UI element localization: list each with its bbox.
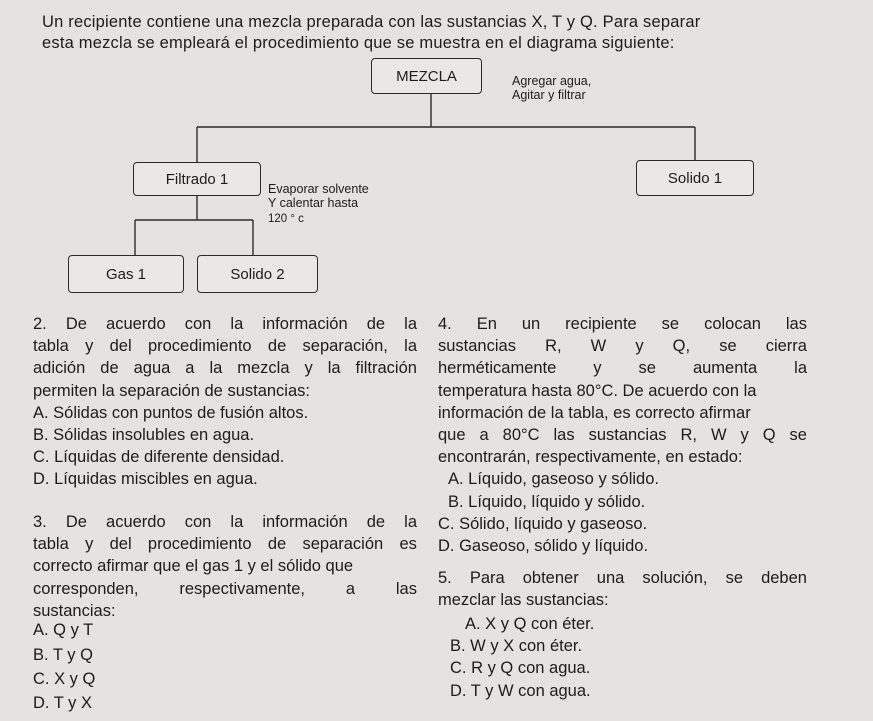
q4-word: herméticamente [438, 359, 557, 378]
q3-word: información [262, 513, 348, 531]
q3-word: 3. [33, 513, 47, 531]
q4-word: las [553, 426, 575, 445]
solido2-box [197, 255, 318, 293]
q4-option-c[interactable]: C. Sólido, líquido y gaseoso. [438, 514, 648, 533]
q3-word: de [366, 513, 386, 531]
mezcla-label: MEZCLA [396, 67, 457, 85]
q5-line-2: mezclar las sustancias: [438, 591, 609, 610]
q4-word: cierra [765, 337, 807, 356]
q2-word: 2. [33, 315, 47, 333]
q2-word: y [85, 337, 94, 356]
intro-line-2: esta mezcla se empleará el procedimiento que se muestra en el diagrama siguiente: [42, 34, 675, 52]
q4-word: que [438, 426, 466, 445]
filtrado1-label: Filtrado 1 [165, 170, 229, 188]
q2-word: de [100, 359, 119, 378]
step2-instruction-line2: Y calentar hasta [268, 196, 359, 210]
q4-option-d[interactable]: D. Gaseoso, sólido y líquido. [438, 537, 649, 556]
q3-word: corresponden, [33, 579, 139, 598]
q4-word: se [638, 359, 656, 378]
q2-line-3 [33, 357, 417, 379]
q3-word: a [345, 579, 356, 598]
mezcla-box [371, 58, 482, 94]
q2-word: de [366, 315, 386, 333]
q4-word: sustancias [588, 426, 667, 445]
q4-word: y [593, 359, 602, 378]
q2-word: la [209, 359, 223, 378]
q2-word: tabla [33, 337, 69, 356]
q2-line-2 [33, 335, 417, 357]
q5-word: Para [469, 569, 505, 587]
q2-word: agua [133, 359, 171, 378]
step1-instruction-line1: Agregar agua, [512, 74, 592, 88]
q4-option-b[interactable]: B. Líquido, líquido y sólido. [448, 492, 646, 511]
q2-word: con [184, 315, 212, 333]
q5-option-b[interactable]: B. W y X con éter. [450, 637, 583, 655]
question-5 [438, 567, 807, 611]
q3-word: de [267, 535, 287, 554]
q3-line-4 [33, 578, 417, 600]
q3-word: separación [302, 535, 384, 554]
solido1-label: Solido 1 [667, 169, 723, 187]
q4-word: colocan [704, 315, 761, 333]
q4-word: se [789, 426, 807, 445]
q5-line-1 [438, 567, 807, 589]
q4-line-6 [438, 424, 807, 446]
q3-word: la [404, 513, 417, 531]
q2-word: separación, [302, 337, 388, 356]
step2-instruction-line1: Evaporar solvente [268, 182, 369, 196]
q4-word: a [479, 426, 489, 445]
q3-word: procedimiento [147, 535, 252, 554]
q4-line-4: temperatura hasta 80°C. De acuerdo con la [438, 381, 757, 400]
q2-word: información [262, 315, 348, 333]
q5-option-a[interactable]: A. X y Q con éter. [465, 615, 595, 633]
q3-option-c[interactable]: C. X y Q [33, 670, 96, 688]
q4-word: un [521, 315, 541, 333]
q2-option-b[interactable]: B. Sólidas insolubles en agua. [33, 426, 255, 445]
q4-word: la [794, 359, 807, 378]
step2-instruction-line3: 120 ° c [268, 213, 304, 225]
filtrado1-box [133, 162, 261, 196]
q4-word: aumenta [692, 359, 758, 378]
q2-word: procedimiento [147, 337, 252, 356]
q3-line-3: correcto afirmar que el gas 1 y el sólido que [33, 557, 354, 576]
q2-option-c[interactable]: C. Líquidas de diferente densidad. [33, 448, 285, 467]
gas1-label: Gas 1 [105, 265, 147, 283]
q5-option-c[interactable]: C. R y Q con agua. [450, 659, 591, 677]
q5-word: obtener [522, 569, 579, 587]
q2-word: la [230, 315, 244, 333]
q5-word: solución, [642, 569, 708, 587]
q2-word: la [404, 315, 417, 333]
q2-line-1 [33, 313, 417, 335]
q4-word: W [710, 426, 727, 445]
q5-word: 5. [438, 569, 452, 587]
q2-word: del [109, 337, 132, 356]
q2-word: y [304, 359, 313, 378]
q2-word: acuerdo [106, 315, 166, 333]
q4-word: y [635, 337, 644, 356]
intro-line-1: Un recipiente contiene una mezcla preparada con las sustancias X, T y Q. Para separar [42, 13, 701, 31]
q3-line-1 [33, 511, 417, 533]
q3-word: De [65, 513, 87, 531]
solido2-label: Solido 2 [230, 265, 285, 283]
q4-word: sustancias [438, 337, 516, 356]
question-4 [438, 313, 807, 557]
solido1-box [636, 160, 754, 196]
q2-word: de [267, 337, 287, 356]
question-2 [33, 313, 417, 491]
q4-line-7: encontrarán, respectivamente, en estado: [438, 448, 743, 467]
q2-word: De [65, 315, 87, 333]
q3-word: acuerdo [106, 513, 166, 531]
q4-word: recipiente [565, 315, 637, 333]
q2-option-d[interactable]: D. Líquidas miscibles en agua. [33, 470, 258, 489]
q2-word: filtración [355, 359, 417, 378]
q4-line-5: información de la tabla, es correcto afirmar [438, 403, 751, 422]
step1-instruction-line2: Agitar y filtrar [512, 88, 586, 102]
q3-word: y [85, 535, 94, 554]
q3-word: con [184, 513, 212, 531]
q4-word: En [476, 315, 497, 333]
q4-word: 4. [438, 315, 452, 333]
q3-option-d[interactable]: D. T y X [33, 694, 92, 712]
q4-line-2 [438, 335, 807, 357]
q4-word: 80°C [502, 426, 540, 445]
q3-option-b[interactable]: B. T y Q [33, 646, 93, 664]
q2-word: adición [33, 359, 86, 378]
q3-line-5: sustancias: [33, 601, 116, 620]
q2-word: la [327, 359, 341, 378]
q5-word: deben [761, 569, 807, 587]
q2-word: a [185, 359, 195, 378]
q3-word: las [395, 579, 417, 598]
q3-word: del [109, 535, 132, 554]
q4-option-a[interactable]: A. Líquido, gaseoso y sólido. [448, 470, 659, 489]
q5-option-d[interactable]: D. T y W con agua. [450, 682, 591, 700]
q2-line-4: permiten la separación de sustancias: [33, 381, 310, 400]
q4-word: W [590, 337, 607, 356]
q4-word: Q, [672, 337, 691, 356]
q3-word: respectivamente, [179, 579, 305, 598]
q3-word: tabla [33, 535, 69, 554]
q4-line-1 [438, 313, 807, 335]
question-3 [33, 511, 417, 622]
q3-option-a[interactable]: A. Q y T [33, 621, 94, 639]
q3-word: la [230, 513, 244, 531]
q4-word: R, [680, 426, 697, 445]
q4-line-3 [438, 357, 807, 379]
q4-word: y [740, 426, 749, 445]
q3-word: es [399, 535, 417, 554]
q2-word: mezcla [237, 359, 290, 378]
q4-word: se [661, 315, 680, 333]
q2-option-a[interactable]: A. Sólidas con puntos de fusión altos. [33, 403, 309, 422]
q4-word: se [719, 337, 737, 356]
q2-word: la [404, 337, 417, 356]
q4-word: R, [545, 337, 562, 356]
q5-word: una [596, 569, 625, 587]
q3-line-2 [33, 533, 417, 555]
q5-word: se [725, 569, 743, 587]
q4-word: Q [762, 426, 776, 445]
q4-word: las [785, 315, 807, 333]
gas1-box [68, 255, 184, 293]
